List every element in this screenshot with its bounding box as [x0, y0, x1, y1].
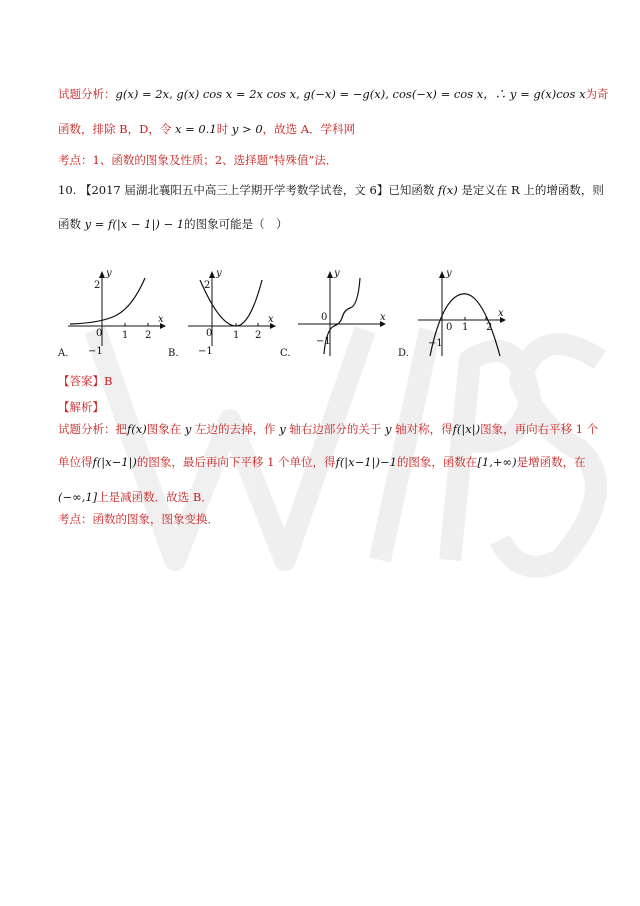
option-label: D. — [398, 348, 409, 359]
origin-label: 0 — [321, 312, 328, 323]
analysis-text: 图象，再向右平移 1 个 — [480, 422, 599, 436]
graph-option-a — [60, 268, 170, 368]
axis-label-x: x — [380, 312, 386, 323]
analysis-math: f(|x−1|)−1 — [335, 455, 397, 469]
analysis-text: 的图象，函数在 — [396, 455, 478, 469]
analysis-text: 图象在 — [146, 422, 182, 436]
axis-label-y: y — [446, 268, 452, 279]
analysis-math: f(x) — [127, 422, 147, 436]
tick-label-y: 2 — [94, 280, 101, 291]
jiexi-heading: 【解析】 — [58, 400, 104, 414]
analysis-suffix: 为奇 — [585, 87, 609, 101]
question-math: f(x) — [438, 183, 458, 197]
analysis-text: 函数，排除 B，D，令 — [58, 122, 172, 136]
question-source: 【2017 届湖北襄阳五中高三上学期开学考数学试卷，文 6】 — [79, 183, 389, 197]
analysis-text: 轴右边部分的关于 — [289, 422, 382, 436]
axis-label-x: x — [158, 314, 164, 325]
tick-label-y: −1 — [428, 338, 443, 349]
analysis-formula: g(x) = 2x, g(x) cos x = 2x cos x, g(−x) = −g(x), cos(−x) = cos x，∴ y = g(x)cos x — [115, 87, 586, 101]
analysis-math: y > 0 — [231, 122, 263, 136]
analysis2-line-2 — [58, 454, 586, 470]
analysis-line-2 — [58, 121, 355, 137]
analysis-text: 单位得 — [58, 455, 93, 469]
question-math: y = f(|x − 1|) − 1 — [84, 217, 185, 231]
tick-label-x: 1 — [122, 330, 129, 341]
axis-label-y: y — [334, 268, 340, 279]
analysis-text: 的图象，最后再向下平移 1 个单位，得 — [136, 455, 336, 469]
analysis-text: 上是减函数．故选 B． — [97, 490, 213, 504]
origin-label: 0 — [96, 328, 103, 339]
question-line-1 — [58, 182, 604, 198]
tick-label-y: 2 — [204, 280, 211, 291]
graph-option-d — [400, 268, 510, 368]
question-line-2 — [58, 216, 288, 232]
kaodian-1: 考点：1、函数的图象及性质；2、选择题“特殊值”法． — [58, 153, 338, 167]
tick-label-x: 2 — [145, 330, 152, 341]
question-text: 函数 — [58, 217, 81, 231]
analysis-math: x = 0.1 — [174, 122, 217, 136]
analysis2-line-1 — [58, 421, 598, 437]
analysis-text: ，故选 A．学科网 — [262, 122, 356, 136]
analysis-text: 轴对称，得 — [395, 422, 453, 436]
option-label: C. — [280, 348, 291, 359]
graph-option-b — [170, 268, 280, 368]
analysis-math: y — [385, 422, 392, 436]
analysis-math: f(|x−1|) — [92, 455, 137, 469]
analysis-math: [1,+∞) — [477, 455, 517, 469]
answer-line: 【答案】B — [58, 374, 113, 388]
option-label: B. — [168, 348, 179, 359]
tick-label-x: 1 — [462, 322, 469, 333]
kaodian-2: 考点：函数的图象，图象变换． — [58, 512, 219, 526]
graph-option-c — [280, 268, 398, 368]
analysis2-line-3 — [58, 489, 213, 505]
origin-label: 0 — [446, 322, 453, 333]
option-label: A. — [58, 348, 69, 359]
tick-label-x: 1 — [233, 330, 240, 341]
origin-label: 0 — [206, 328, 213, 339]
axis-label-x: x — [498, 308, 504, 319]
tick-label-x: 2 — [486, 322, 493, 333]
analysis-math: (−∞,1] — [58, 490, 98, 504]
question-text: 是定义在 R 上的增函数，则 — [461, 183, 604, 197]
graph-b-svg — [170, 268, 280, 368]
question-text: 已知函数 — [388, 183, 435, 197]
analysis-math: y — [184, 422, 192, 436]
analysis-math: f(|x|) — [452, 422, 481, 436]
analysis-text: 时 — [216, 122, 229, 136]
analysis-text: 试题分析：把 — [58, 422, 127, 436]
tick-label-y: −1 — [316, 336, 331, 347]
analysis-text: 左边的去掉，作 — [195, 422, 276, 436]
axis-label-x: x — [268, 314, 274, 325]
tick-label-y: −1 — [198, 346, 213, 357]
tick-label-y: −1 — [88, 346, 103, 357]
analysis-line-1 — [58, 86, 609, 102]
graph-a-svg — [60, 268, 170, 368]
axis-label-y: y — [106, 268, 112, 279]
analysis-math: y — [279, 422, 286, 436]
analysis-text: 是增函数，在 — [516, 455, 586, 469]
question-text: 的图象可能是（ ） — [184, 217, 288, 231]
tick-label-x: 2 — [255, 330, 262, 341]
axis-label-y: y — [216, 268, 222, 279]
graph-d-svg — [400, 268, 510, 368]
analysis-prefix: 试题分析： — [58, 87, 116, 101]
question-number: 10. — [58, 183, 77, 197]
